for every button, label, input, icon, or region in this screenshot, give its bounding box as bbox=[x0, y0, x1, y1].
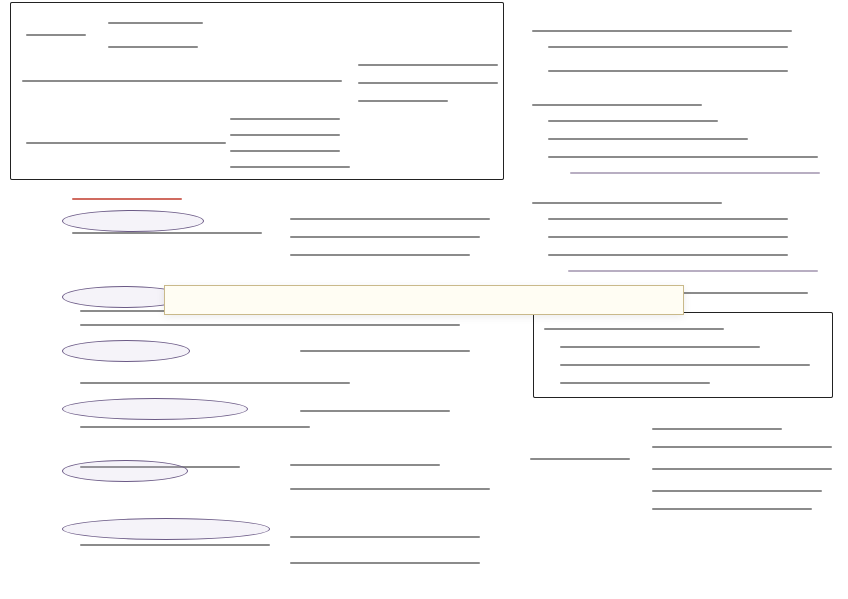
topic-oval-marker bbox=[62, 340, 190, 362]
top-left-summary-box bbox=[10, 2, 504, 180]
topic-oval-marker bbox=[62, 210, 204, 232]
transcription-notice bbox=[164, 285, 684, 315]
topic-oval-marker bbox=[62, 460, 188, 482]
topic-oval-marker bbox=[62, 518, 270, 540]
economic-policy-box bbox=[533, 312, 833, 398]
topic-oval-marker bbox=[62, 398, 248, 420]
